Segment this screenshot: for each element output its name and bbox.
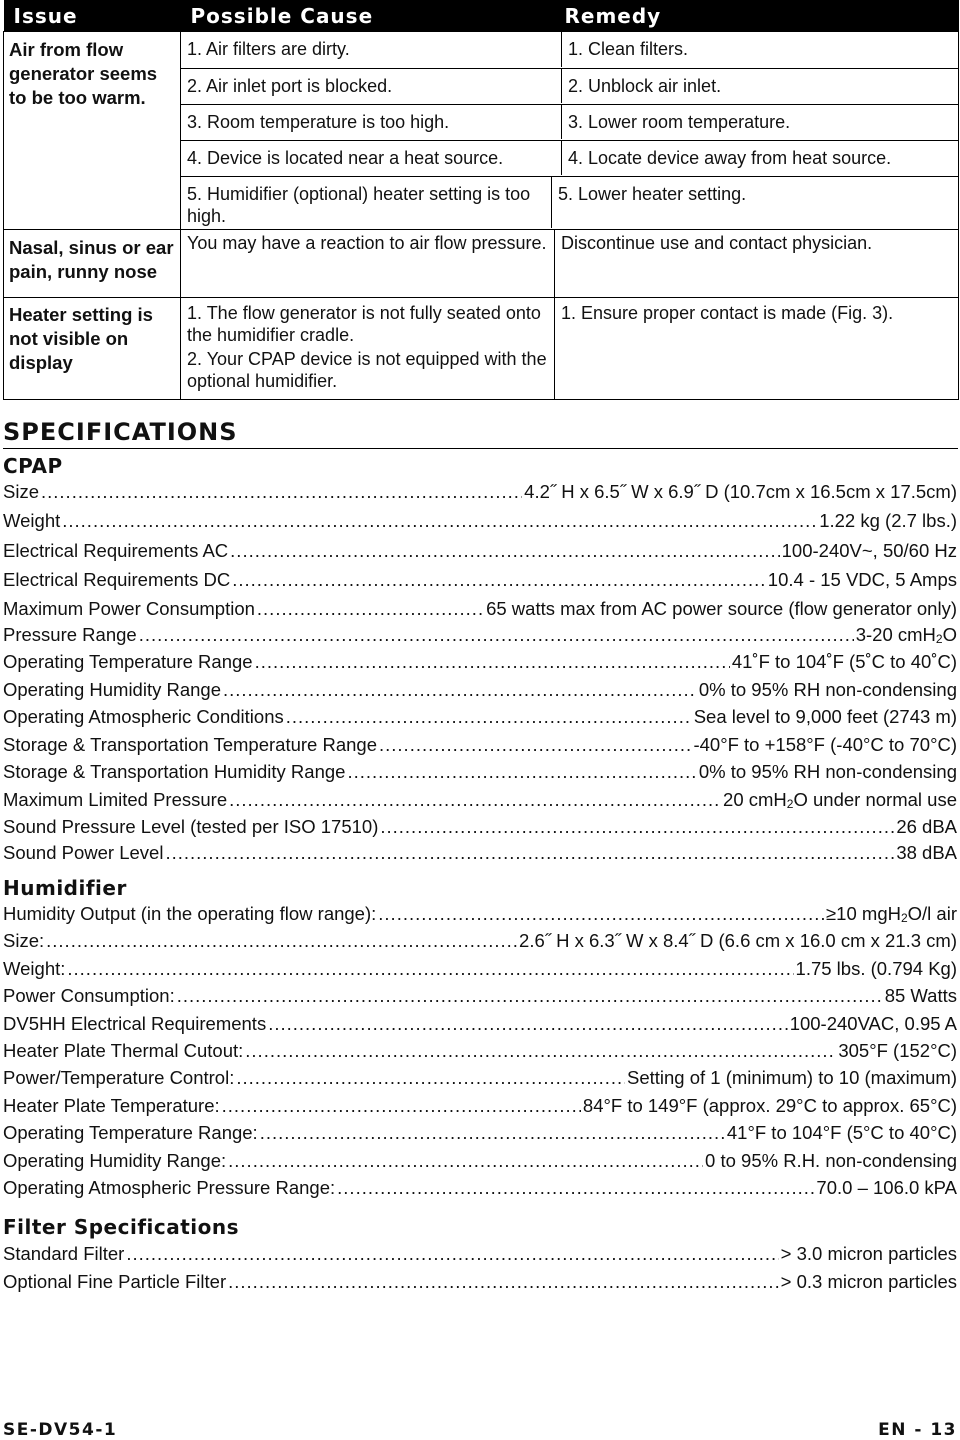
spec-label: Weight xyxy=(3,510,61,531)
spec-value: 0 to 95% R.H. non-condensing xyxy=(705,1149,957,1171)
spec-value: 84°F to 149°F (approx. 29°C to approx. 65°C) xyxy=(582,1094,957,1116)
spec-row xyxy=(3,540,957,562)
spec-row xyxy=(3,842,957,864)
dot-leader xyxy=(67,958,793,980)
spec-label: Operating Atmospheric Pressure Range: xyxy=(3,1177,336,1198)
spec-label: Sound Power Level xyxy=(3,842,164,863)
spec-value: 10.4 - 15 VDC, 5 Amps xyxy=(767,569,957,590)
spec-value: 100-240V~, 50/60 Hz xyxy=(781,540,957,561)
spec-label: Sound Pressure Level (tested per ISO 17510) xyxy=(3,816,379,837)
cause-cell: 3. Room temperature is too high. xyxy=(187,112,450,132)
spec-label: Operating Temperature Range: xyxy=(3,1122,258,1144)
dot-leader xyxy=(165,842,894,864)
spec-row xyxy=(3,510,957,532)
spec-label: Size: xyxy=(3,930,45,952)
spec-row xyxy=(3,903,957,925)
spec-value: 38 dBA xyxy=(896,842,957,863)
header-issue: Issue xyxy=(4,0,181,32)
spec-row xyxy=(3,624,957,646)
spec-label: Power Consumption: xyxy=(3,985,175,1007)
spec-row xyxy=(3,1122,957,1144)
spec-value: 0% to 95% RH non-condensing xyxy=(698,761,957,782)
spec-label: Operating Humidity Range: xyxy=(3,1149,227,1171)
spec-label: Maximum Power Consumption xyxy=(3,598,255,619)
dot-leader xyxy=(139,624,854,646)
spec-row xyxy=(3,930,957,952)
issue-warm-air: Air from flow generator seems to be too warm. xyxy=(4,32,181,230)
dot-leader xyxy=(286,706,692,728)
dot-leader xyxy=(347,761,696,783)
spec-row xyxy=(3,679,957,701)
issue-heater-setting: Heater setting is not visible on display xyxy=(4,298,181,400)
spec-value: 65 watts max from AC power source (flow generator only) xyxy=(486,598,957,619)
cause-cell: 4. Device is located near a heat source. xyxy=(187,148,504,168)
spec-value: 3-20 cmH$_2$O xyxy=(855,624,957,646)
table-row xyxy=(4,298,959,400)
remedy-cell: 1. Ensure proper contact is made (Fig. 3). xyxy=(561,303,894,323)
spec-label: Storage & Transportation Humidity Range xyxy=(3,761,346,782)
spec-row xyxy=(3,958,957,980)
spec-value: 0% to 95% RH non-condensing xyxy=(698,678,957,700)
cause-cell: 5. Humidifier (optional) heater setting is too high. xyxy=(187,184,531,226)
spec-label: Optional Fine Particle Filter xyxy=(3,1270,227,1292)
spec-value: Setting of 1 (minimum) to 10 (maximum) xyxy=(626,1067,957,1089)
table-header-row xyxy=(4,0,959,32)
dot-leader xyxy=(337,1177,814,1199)
spec-row xyxy=(3,706,957,728)
spec-row xyxy=(3,734,957,756)
spec-label: Heater Plate Thermal Cutout: xyxy=(3,1040,244,1061)
spec-label: Standard Filter xyxy=(3,1243,125,1264)
cause-cell: 1. Air filters are dirty. xyxy=(187,39,350,59)
dot-leader xyxy=(255,651,730,673)
dot-leader xyxy=(228,1150,703,1172)
spec-value: 26 dBA xyxy=(896,816,957,837)
filter-heading: Filter Specifications xyxy=(3,1215,240,1239)
humidifier-heading: Humidifier xyxy=(3,876,127,900)
spec-label: Humidity Output (in the operating flow range): xyxy=(3,903,377,924)
remedy-cell: 1. Clean filters. xyxy=(561,32,958,67)
spec-row xyxy=(3,569,957,591)
dot-leader xyxy=(379,734,691,756)
cause-cell: 2. Your CPAP device is not equipped with the optional humidifier. xyxy=(187,349,547,391)
spec-value: 4.2˝ H x 6.5˝ W x 6.9˝ D (10.7cm x 16.5cm x 17.5cm) xyxy=(524,481,957,502)
dot-leader xyxy=(378,903,824,925)
dot-leader xyxy=(228,1271,779,1293)
spec-label: Weight: xyxy=(3,957,66,979)
dot-leader xyxy=(222,1095,581,1117)
troubleshooting-table xyxy=(3,0,959,400)
cause-cell: 1. The flow generator is not fully seated onto the humidifier cradle. xyxy=(187,303,541,345)
spec-row xyxy=(3,481,957,503)
spec-row xyxy=(3,1095,957,1117)
specifications-heading: SPECIFICATIONS xyxy=(3,418,238,446)
spec-value: -40°F to +158°F (-40°C to 70°C) xyxy=(693,733,957,755)
spec-value: 305°F (152°C) xyxy=(838,1040,957,1061)
spec-row xyxy=(3,651,957,673)
spec-value: > 0.3 micron particles xyxy=(780,1270,957,1292)
spec-value: ≥10 mgH$_2$O/l air xyxy=(826,903,957,925)
spec-row xyxy=(3,598,957,620)
dot-leader xyxy=(257,598,484,620)
dot-leader xyxy=(46,930,517,952)
dot-leader xyxy=(229,789,721,811)
remedy-cell: 2. Unblock air inlet. xyxy=(561,69,958,103)
spec-row xyxy=(3,1040,957,1062)
spec-label: Storage & Transportation Temperature Range xyxy=(3,733,377,755)
spec-value: > 3.0 micron particles xyxy=(780,1243,957,1264)
spec-label: Maximum Limited Pressure xyxy=(3,788,228,810)
cause-cell: 2. Air inlet port is blocked. xyxy=(187,76,393,96)
remedy-cell: Discontinue use and contact physician. xyxy=(561,233,873,253)
spec-value: 2.6˝ H x 6.3˝ W x 8.4˝ D (6.6 cm x 16.0 cm x 21.3 cm) xyxy=(519,930,957,952)
dot-leader xyxy=(232,569,766,591)
spec-value: 41°F to 104°F (5°C to 40°C) xyxy=(726,1122,957,1144)
spec-row xyxy=(3,816,957,838)
spec-row xyxy=(3,1243,957,1265)
spec-value: 20 cmH$_2$O under normal use xyxy=(723,788,957,811)
spec-row xyxy=(3,1150,957,1172)
dot-leader xyxy=(126,1243,778,1265)
spec-row xyxy=(3,1067,957,1089)
document-code: SE-DV54-1 xyxy=(3,1420,118,1440)
spec-value: 70.0 – 106.0 kPA xyxy=(816,1177,957,1198)
dot-leader xyxy=(223,679,697,701)
dot-leader xyxy=(260,1122,725,1144)
cpap-heading: CPAP xyxy=(3,454,63,478)
table-row xyxy=(4,230,959,298)
spec-row xyxy=(3,985,957,1007)
spec-value: 100-240VAC, 0.95 A xyxy=(789,1012,957,1034)
page-number: EN - 13 xyxy=(878,1420,957,1440)
issue-nasal-pain: Nasal, sinus or ear pain, runny nose xyxy=(4,230,181,298)
spec-row xyxy=(3,789,957,811)
spec-label: Electrical Requirements AC xyxy=(3,540,229,561)
dot-leader xyxy=(177,985,883,1007)
dot-leader xyxy=(268,1013,787,1035)
dot-leader xyxy=(230,540,779,562)
remedy-cell: 3. Lower room temperature. xyxy=(561,105,958,139)
spec-value: Sea level to 9,000 feet (2743 m) xyxy=(693,706,957,727)
warm-air-causes xyxy=(181,32,958,229)
divider xyxy=(3,448,958,449)
remedy-cell: 5. Lower heater setting. xyxy=(551,177,958,228)
spec-label: Operating Humidity Range xyxy=(3,678,221,700)
header-remedy: Remedy xyxy=(555,0,959,32)
dot-leader xyxy=(41,481,522,503)
spec-label: Size xyxy=(3,481,39,502)
spec-row xyxy=(3,1271,957,1293)
spec-label: Power/Temperature Control: xyxy=(3,1067,235,1089)
dot-leader xyxy=(236,1067,625,1089)
spec-value: 1.75 lbs. (0.794 Kg) xyxy=(795,957,957,979)
header-possible-cause: Possible Cause xyxy=(181,0,555,32)
spec-row xyxy=(3,1013,957,1035)
dot-leader xyxy=(380,816,894,838)
cause-cell: You may have a reaction to air flow pressure. xyxy=(187,233,547,253)
spec-row xyxy=(3,761,957,783)
spec-label: Electrical Requirements DC xyxy=(3,569,231,590)
spec-label: Pressure Range xyxy=(3,624,137,645)
spec-label: DV5HH Electrical Requirements xyxy=(3,1012,267,1034)
remedy-cell: 4. Locate device away from heat source. xyxy=(561,141,958,175)
spec-value: 85 Watts xyxy=(884,985,957,1007)
spec-label: Operating Temperature Range xyxy=(3,651,253,672)
spec-value: 1.22 kg (2.7 lbs.) xyxy=(819,510,957,531)
spec-label: Operating Atmospheric Conditions xyxy=(3,706,284,727)
spec-label: Heater Plate Temperature: xyxy=(3,1094,220,1116)
table-row xyxy=(4,32,959,230)
spec-value: 41˚F to 104˚F (5˚C to 40˚C) xyxy=(731,651,957,672)
dot-leader xyxy=(62,510,817,532)
spec-row xyxy=(3,1177,957,1199)
dot-leader xyxy=(245,1040,836,1062)
